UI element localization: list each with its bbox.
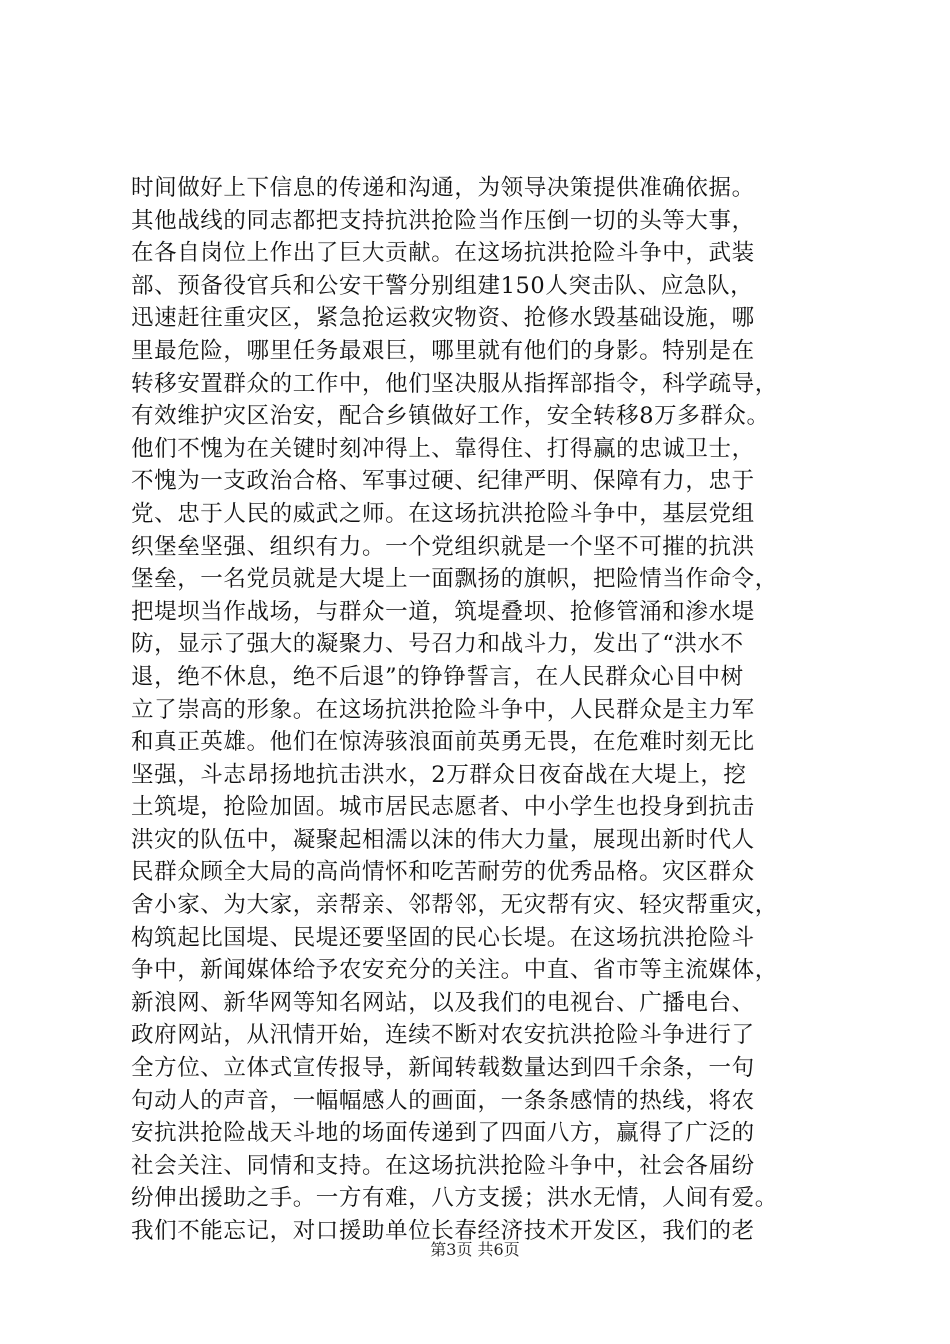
text-line: 句动人的声音，一幅幅感人的画面，一条条感情的热线，将农 [131,1087,755,1114]
text-line: 立了崇高的形象。在这场抗洪抢险斗争中，人民群众是主力军 [131,696,755,723]
text-line: 转移安置群众的工作中，他们坚决服从指挥部指令，科学疏导， [131,370,778,397]
text-line: 迅速赶往重灾区，紧急抢运救灾物资、抢修水毁基础设施，哪 [131,305,755,332]
text-line: 在各自岗位上作出了巨大贡献。在这场抗洪抢险斗争中，武装 [131,240,755,267]
text-line: 退，绝不休息，绝不后退”的铮铮誓言，在人民群众心目中树 [131,663,744,690]
text-line: 土筑堤，抢险加固。城市居民志愿者、中小学生也投身到抗击 [131,794,755,821]
text-line: 坚强，斗志昂扬地抗击洪水，2万群众日夜奋战在大堤上，挖 [131,761,747,788]
text-line: 舍小家、为大家，亲帮亲、邻帮邻，无灾帮有灾、轻灾帮重灾， [131,892,778,919]
text-line: 民群众顾全大局的高尚情怀和吃苦耐劳的优秀品格。灾区群众 [131,859,755,886]
text-line: 社会关注、同情和支持。在这场抗洪抢险斗争中，社会各届纷 [131,1152,755,1179]
text-line: 防，显示了强大的凝聚力、号召力和战斗力，发出了“洪水不 [131,631,744,658]
text-line: 织堡垒坚强、组织有力。一个党组织就是一个坚不可摧的抗洪 [131,533,755,560]
text-line: 有效维护灾区治安，配合乡镇做好工作，安全转移8万多群众。 [131,403,770,430]
text-line: 安抗洪抢险战天斗地的场面传递到了四面八方，赢得了广泛的 [131,1120,755,1147]
text-line: 里最危险，哪里任务最艰巨，哪里就有他们的身影。特别是在 [131,337,755,364]
text-line: 时间做好上下信息的传递和沟通，为领导决策提供准确依据。 [131,175,755,201]
text-line: 不愧为一支政治合格、军事过硬、纪律严明、保障有力，忠于 [131,468,755,495]
text-line: 我们不能忘记，对口援助单位长春经济技术开发区，我们的老 [131,1218,755,1244]
page-footer: 第3页 共6页 [430,1240,520,1259]
text-line: 全方位、立体式宣传报导，新闻转载数量达到四千余条，一句 [131,1055,755,1082]
text-line: 他们不愧为在关键时刻冲得上、靠得住、打得赢的忠诚卫士， [131,435,755,462]
text-line: 新浪网、新华网等知名网站，以及我们的电视台、广播电台、 [131,989,755,1016]
text-line: 和真正英雄。他们在惊涛骇浪面前英勇无畏，在危难时刻无比 [131,729,755,756]
text-line: 政府网站，从汛情开始，连续不断对农安抗洪抢险斗争进行了 [131,1022,755,1049]
text-line: 党、忠于人民的威武之师。在这场抗洪抢险斗争中，基层党组 [131,500,755,527]
text-line: 堡垒，一名党员就是大堤上一面飘扬的旗帜，把险情当作命令， [131,566,778,593]
text-line: 洪灾的队伍中，凝聚起相濡以沫的伟大力量，展现出新时代人 [131,826,755,853]
text-line: 纷伸出援助之手。一方有难，八方支援；洪水无情，人间有爱。 [131,1185,778,1212]
text-line: 部、预备役官兵和公安干警分别组建150人突击队、应急队， [131,272,754,299]
text-line: 争中，新闻媒体给予农安充分的关注。中直、省市等主流媒体， [131,957,778,984]
text-line: 构筑起比国堤、民堤还要坚固的民心长堤。在这场抗洪抢险斗 [131,924,755,951]
text-line: 其他战线的同志都把支持抗洪抢险当作压倒一切的头等大事， [131,207,755,234]
text-line: 把堤坝当作战场，与群众一道，筑堤叠坝、抢修管涌和渗水堤 [131,598,755,625]
body-text [131,172,831,1248]
